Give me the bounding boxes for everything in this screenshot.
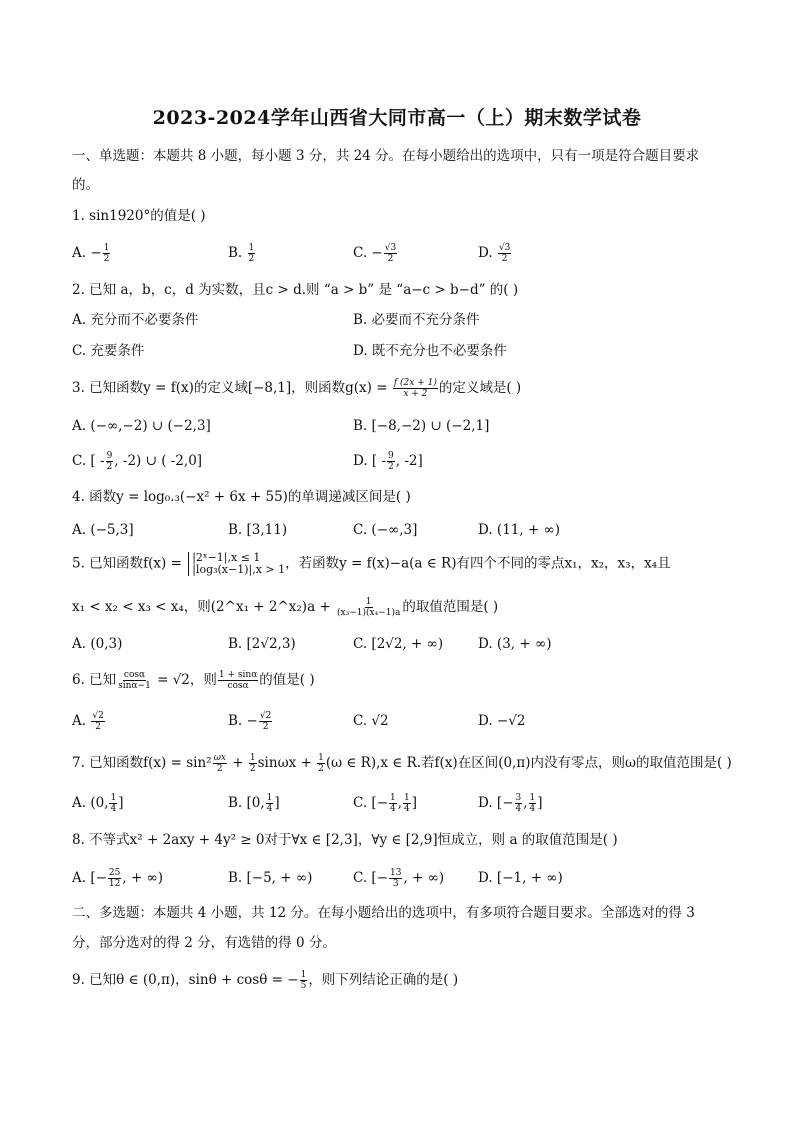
q3-option-c: C. [ - $\frac{9}{2}$ , -2) ∪ ( -2,0] (72, 451, 203, 472)
q8-option-a: A. [− $\frac{25}{12}$ , + ∞) (72, 868, 164, 889)
q1-option-c: C. − $\frac{√3}{2}$ (353, 243, 397, 264)
q5-option-d: D. (3, + ∞) (478, 636, 552, 652)
q2-option-c: C. 充要条件 (72, 343, 145, 359)
q7-option-d: D. [− $\frac{3}{4}$ , $\frac{1}{4}$ ] (478, 793, 543, 814)
q5-option-c: C. [2√2, + ∞) (353, 636, 444, 652)
q1-option-b: B. $\frac{1}{2}$ (228, 243, 255, 264)
q3-stem: 3. 已知函数y = f(x)的定义域[−8,1]，则函数g(x) = $\frac{f (2x + 1)}{x + 2}$ 的定义域是( ) (72, 378, 522, 399)
q7-stem: 7. 已知函数f(x) = sin² $\frac{\omega x}{2}$ + $\frac{1}{2}$ sinωx + $\frac{1}{2}$ (ω ∈ R),x ∈ R.若f(x)在区间(0,π)内没有零点，则ω的取值范围是( ) (72, 753, 732, 774)
section2-heading-cont: 分，部分选对的得 2 分，有选错的得 0 分。 (72, 935, 336, 951)
q4-option-d: D. (11, + ∞) (478, 522, 561, 538)
q7-option-a: A. (0, $\frac{1}{4}$ ] (72, 793, 124, 814)
q5-piecewise: |2ˣ−1|,x ≤ 1 |log₃(x−1)|,x > 1 (188, 552, 285, 576)
q1-option-a: A. − $\frac{1}{2}$ (72, 243, 110, 264)
q6-option-b: B. − $\frac{√2}{2}$ (228, 711, 272, 732)
q2-stem: 2. 已知 a，b，c，d 为实数，且c > d.则 “a > b” 是 “a−c > b−d” 的( ) (72, 282, 519, 298)
q2-option-d: D. 既不充分也不必要条件 (353, 343, 507, 359)
q4-option-b: B. [3,11) (228, 522, 288, 538)
q7-option-b: B. [0, $\frac{1}{4}$ ] (228, 793, 280, 814)
exam-title: 2023-2024学年山西省大同市高一（上）期末数学试卷 (152, 107, 642, 129)
section1-heading: 一、单选题：本题共 8 小题，每小题 3 分，共 24 分。在每小题给出的选项中，只有一项是符合题目要求 (72, 148, 700, 164)
q2-option-a: A. 充分而不必要条件 (72, 312, 199, 328)
q6-stem: 6. 已知 $\frac{\cos\alpha}{\sin\alpha-1}$ = √2，则 $\frac{1 + \sin\alpha}{\cos\alpha}$ 的值是( ) (72, 670, 315, 691)
q5-option-a: A. (0,3) (72, 636, 123, 652)
section2-heading: 二、多选题：本题共 4 小题，共 12 分。在每小题给出的选项中，有多项符合题目要求。全部选对的得 3 (72, 905, 695, 921)
q8-stem: 8. 不等式x² + 2axy + 4y² ≥ 0对于∀x ∈ [2,3]，∀y ∈ [2,9]恒成立，则 a 的取值范围是( ) (72, 832, 618, 848)
q4-option-a: A. (−5,3] (72, 522, 134, 538)
q1-stem: 1. sin1920°的值是( ) (72, 208, 206, 224)
q6-option-c: C. √2 (353, 713, 389, 729)
q7-option-c: C. [− $\frac{1}{4}$ , $\frac{1}{4}$ ] (353, 793, 418, 814)
q6-option-d: D. −√2 (478, 713, 526, 729)
q8-option-b: B. [−5, + ∞) (228, 870, 313, 886)
q8-option-d: D. [−1, + ∞) (478, 870, 563, 886)
q5-option-b: B. [2√2,3) (228, 636, 296, 652)
q2-option-b: B. 必要而不充分条件 (353, 312, 480, 328)
q3-option-a: A. (−∞,−2) ∪ (−2,3] (72, 418, 211, 434)
q5-stem: 5. 已知函数f(x) = |2ˣ−1|,x ≤ 1 |log₃(x−1)|,x > 1 ，若函数y = f(x)−a(a ∈ R)有四个不同的零点x₁，x₂，x₃，x₄且 (72, 551, 671, 576)
q5-stem-line2: x₁ < x₂ < x₃ < x₄，则(2^x₁ + 2^x₂)a + $\frac{1}{\text{(x₃−1)(x₄−1)a}}$ 的取值范围是( ) (72, 597, 499, 618)
q4-option-c: C. (−∞,3] (353, 522, 418, 538)
q4-stem: 4. 函数y = log₀.₃(−x² + 6x + 55)的单调递减区间是( ) (72, 489, 411, 505)
q8-option-c: C. [− $\frac{13}{3}$ , + ∞) (353, 868, 445, 889)
section1-heading-cont: 的。 (72, 177, 99, 193)
q6-option-a: A. $\frac{√2}{2}$ (72, 711, 104, 732)
q9-stem: 9. 已知θ ∈ (0,π)，sinθ + cosθ = − $\frac{1}{5}$ ，则下列结论正确的是( ) (72, 970, 459, 991)
q3-option-d: D. [ - $\frac{9}{2}$ , -2] (353, 451, 423, 472)
q1-option-d: D. $\frac{√3}{2}$ (478, 243, 511, 264)
q3-option-b: B. [−8,−2) ∪ (−2,1] (353, 418, 490, 434)
